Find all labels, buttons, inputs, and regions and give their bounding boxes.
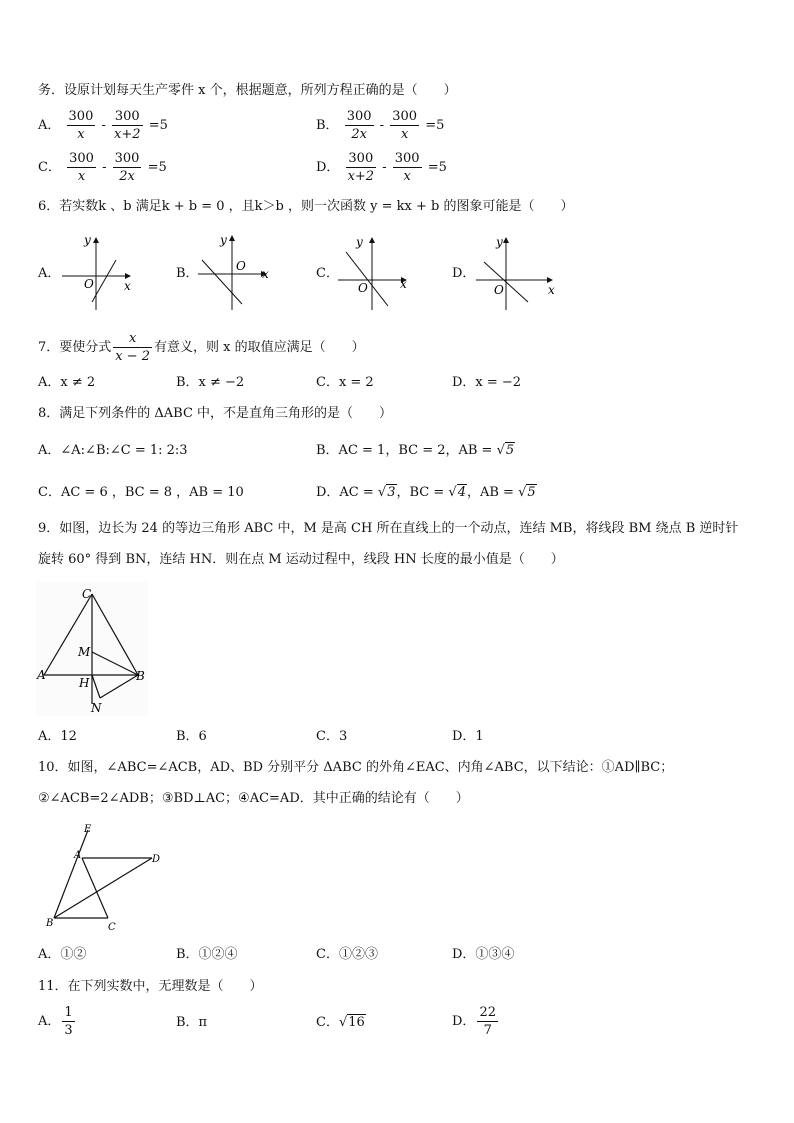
- point-b-label: B: [136, 669, 145, 683]
- q11-stem: 11．在下列实数中，无理数是（ ）: [38, 979, 263, 994]
- x-label: x: [400, 277, 407, 291]
- line-ea-b: [54, 830, 88, 918]
- origin-label: O: [84, 277, 94, 291]
- point-b-label: B: [46, 918, 54, 929]
- point-a-label: A: [37, 668, 46, 682]
- q6-label-d[interactable]: D．: [452, 266, 476, 281]
- point-h-label: H: [79, 676, 90, 690]
- point-a-label: A: [74, 850, 82, 861]
- q5-option-b[interactable]: B． $\frac{300}{2x}$ - $\frac{300}{x}$ =5: [316, 109, 445, 142]
- origin-label: O: [236, 259, 246, 273]
- q8-stem: 8．满足下列条件的 ΔABC 中，不是直角三角形的是（ ）: [38, 406, 393, 421]
- point-c-label: C: [108, 922, 116, 933]
- x-label: x: [124, 279, 131, 293]
- q9-option-a[interactable]: A．12: [38, 729, 77, 744]
- function-line: [346, 252, 388, 306]
- q10-stem-line2: ②∠ACB=2∠ADB；③BD⊥AC；④AC=AD．其中正确的结论有（ ）: [38, 791, 469, 806]
- q10-option-c[interactable]: C．①②③: [316, 947, 378, 962]
- q5-stem: 务．设原计划每天生产零件 x 个，根据题意，所列方程正确的是（ ）: [38, 83, 457, 98]
- q10-option-a[interactable]: A．①②: [38, 947, 87, 962]
- q9-stem-line2: 旋转 60° 得到 BN，连结 HN．则在点 M 运动过程中，线段 HN 长度的最小值是（ ）: [38, 552, 564, 567]
- origin-label: O: [358, 281, 368, 295]
- q11-option-c[interactable]: C．√16: [316, 1015, 365, 1030]
- origin-label: O: [494, 283, 504, 297]
- q10-stem-line1: 10．如图，∠ABC=∠ACB，AD、BD 分别平分 ΔABC 的外角∠EAC、内角∠ABC，以下结论：①AD∥BC；: [38, 760, 674, 775]
- q9-stem-line1: 9．如图，边长为 24 的等边三角形 ABC 中，M 是高 CH 所在直线上的一个动点，连结 MB，将线段 BM 绕点 B 逆时针: [38, 521, 739, 536]
- segment-bd: [54, 858, 152, 918]
- q11-option-a[interactable]: A． $\frac{1}{3}$: [38, 1005, 73, 1038]
- point-m-label: M: [78, 645, 91, 659]
- q6-graph-d: [474, 232, 564, 312]
- point-c-label: C: [82, 587, 92, 601]
- q11-option-b[interactable]: B．π: [176, 1015, 208, 1030]
- q7-option-a[interactable]: A．x ≠ 2: [38, 375, 96, 390]
- q6-label-c[interactable]: C．: [316, 266, 339, 281]
- q6-label-a[interactable]: A．: [38, 266, 61, 281]
- q6-graph-c: [336, 232, 420, 312]
- q10-option-b[interactable]: B．①②④: [176, 947, 238, 962]
- q5-option-c[interactable]: C． $\frac{300}{x}$ - $\frac{300}{2x}$ =5: [38, 151, 167, 184]
- point-d-label: D: [152, 854, 161, 865]
- q6-graph-a: [60, 232, 140, 312]
- q7-stem: 7．要使分式 $\frac{x}{x - 2}$ 有意义，则 x 的取值应满足（ ）: [38, 331, 365, 364]
- x-label: x: [262, 267, 269, 281]
- x-label: x: [548, 283, 555, 297]
- point-n-label: N: [91, 701, 102, 715]
- q11-option-d[interactable]: D． $\frac{22}{7}$: [452, 1005, 496, 1038]
- q8-option-b[interactable]: B．AC = 1，BC = 2，AB = √5: [316, 443, 515, 458]
- y-label: y: [496, 235, 503, 249]
- q7-option-d[interactable]: D．x = −2: [452, 375, 522, 390]
- q7-option-b[interactable]: B．x ≠ −2: [176, 375, 245, 390]
- q6-stem: 6．若实数k 、b 满足k + b = 0 ，且k＞b ，则一次函数 y = kx + b 的图象可能是（ ）: [38, 199, 574, 214]
- q9-option-b[interactable]: B．6: [176, 729, 207, 744]
- y-label: y: [220, 233, 227, 247]
- q7-option-c[interactable]: C．x = 2: [316, 375, 374, 390]
- q9-option-c[interactable]: C．3: [316, 729, 348, 744]
- q5-option-d[interactable]: D． $\frac{300}{x+2}$ - $\frac{300}{x}$ =5: [316, 151, 447, 184]
- q6-graph-b: [196, 232, 280, 312]
- y-label: y: [356, 235, 363, 249]
- q8-option-c[interactable]: C．AC = 6 ，BC = 8 ，AB = 10: [38, 485, 244, 500]
- q6-label-b[interactable]: B．: [176, 266, 199, 281]
- point-e-label: E: [84, 824, 92, 835]
- q9-figure: [36, 582, 148, 716]
- q8-option-d[interactable]: D．AC = √3，BC = √4，AB = √5: [316, 485, 536, 500]
- q10-figure: [40, 820, 170, 936]
- q9-option-d[interactable]: D．1: [452, 729, 484, 744]
- q10-option-d[interactable]: D．①③④: [452, 947, 515, 962]
- q5-option-a[interactable]: A． $\frac{300}{x}$ - $\frac{300}{x+2}$ =5: [38, 109, 168, 142]
- y-label: y: [84, 233, 91, 247]
- q8-option-a[interactable]: A．∠A:∠B:∠C = 1: 2:3: [38, 443, 188, 458]
